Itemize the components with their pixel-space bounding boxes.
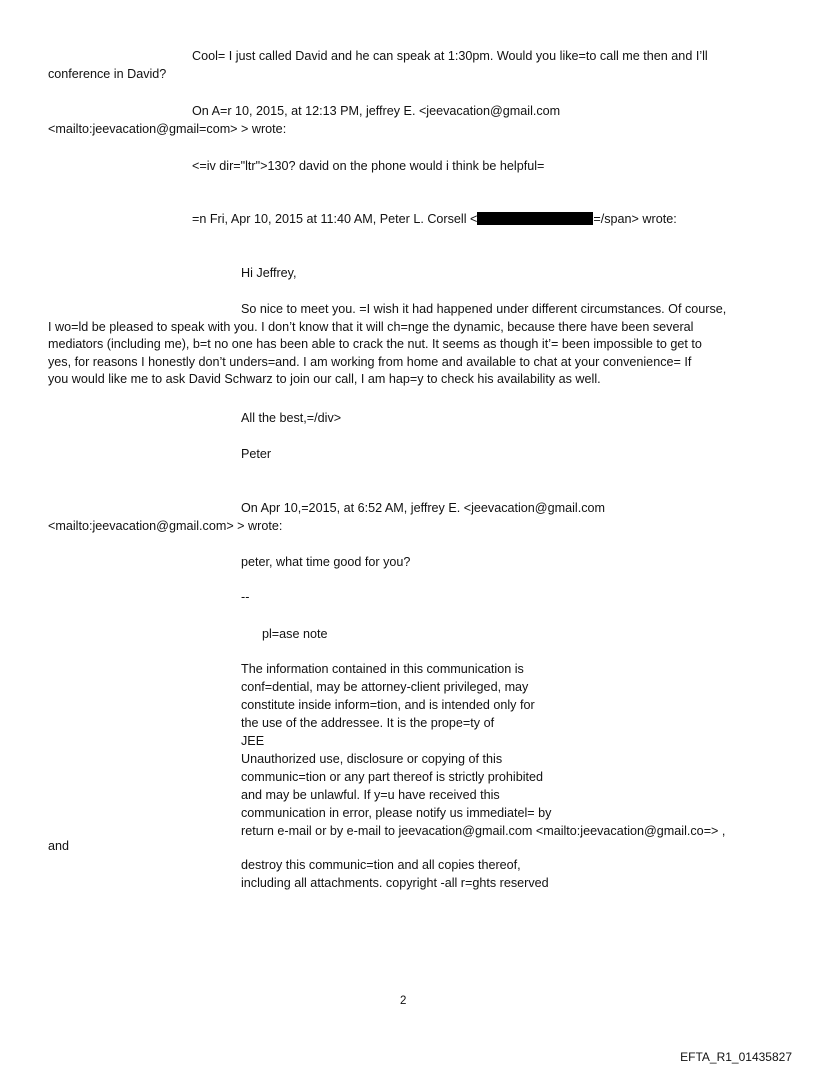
peter-greeting: Hi Jeffrey,	[241, 266, 297, 280]
disclaimer-line: conf=dential, may be attorney-client privileged, may	[241, 680, 529, 694]
disclaimer-line: and may be unlawful. If y=u have received this	[241, 788, 500, 802]
signature-separator: --	[241, 590, 250, 604]
peter-closing: All the best,=/div>	[241, 411, 342, 425]
quote-header-1-line-1: On A=r 10, 2015, at 12:13 PM, jeffrey E. <jeevacation@gmail.com	[192, 104, 561, 118]
disclaimer-line: Unauthorized use, disclosure or copying of this	[241, 752, 503, 766]
quote-header-2-before: =n Fri, Apr 10, 2015 at 11:40 AM, Peter L. Corsell <	[192, 212, 478, 226]
disclaimer-line: The information contained in this communication is	[241, 662, 524, 676]
reply-line-2: conference in David?	[48, 67, 167, 81]
quote-header-2-after: =/span> wrote:	[593, 212, 677, 226]
peter-body-line: you would like me to ask David Schwarz to join our call, I am hap=y to check his availability as well.	[48, 372, 601, 386]
page-number: 2	[400, 995, 407, 1007]
quote-header-3-line-1: On Apr 10,=2015, at 6:52 AM, jeffrey E. <jeevacation@gmail.com	[241, 501, 605, 515]
disclaimer-line: return e-mail or by e-mail to jeevacation@gmail.com <mailto:jeevacation@gmail.co=> ,	[241, 824, 726, 838]
disclaimer-line: the use of the addressee. It is the prope=ty of	[241, 716, 495, 730]
jeffrey-message: <=iv dir="ltr">130? david on the phone would i think be helpful=	[192, 159, 545, 173]
bates-number: EFTA_R1_01435827	[680, 1050, 792, 1064]
please-note: pl=ase note	[262, 627, 328, 641]
peter-body-line: So nice to meet you. =I wish it had happened under different circumstances. Of course,	[241, 302, 727, 316]
quote-header-2	[192, 211, 677, 228]
disclaimer-line: constitute inside inform=tion, and is intended only for	[241, 698, 535, 712]
disclaimer-tail	[241, 856, 549, 892]
peter-body	[48, 301, 788, 389]
quote-header-3-line-2: <mailto:jeevacation@gmail.com> > wrote:	[48, 519, 283, 533]
disclaimer-line: JEE	[241, 734, 265, 748]
disclaimer-line: communic=tion or any part thereof is strictly prohibited	[241, 770, 544, 784]
quote-header-1-line-2: <mailto:jeevacation@gmail=com> > wrote:	[48, 122, 287, 136]
disclaimer-tail-line: destroy this communic=tion and all copies thereof,	[241, 858, 521, 872]
jeffrey-question: peter, what time good for you?	[241, 555, 411, 569]
peter-signature: Peter	[241, 447, 272, 461]
disclaimer-wrap: and	[48, 839, 70, 853]
disclaimer-tail-line: including all attachments. copyright -all r=ghts reserved	[241, 876, 549, 890]
reply-line-1: Cool= I just called David and he can speak at 1:30pm. Would you like=to call me then and I’ll	[192, 49, 708, 63]
redaction-box	[477, 212, 593, 225]
peter-body-line: mediators (including me), b=t no one has been able to crack the nut. It seems as though it’= been impossible to get to	[48, 337, 702, 351]
peter-body-line: I wo=ld be pleased to speak with you. I don’t know that it will ch=nge the dynamic, because there have been several	[48, 319, 694, 334]
peter-body-line: yes, for reasons I honestly don’t unders=and. I am working from home and available to chat at your convenience= If	[48, 354, 692, 369]
disclaimer	[241, 660, 725, 840]
disclaimer-line: communication in error, please notify us immediatel= by	[241, 806, 552, 820]
